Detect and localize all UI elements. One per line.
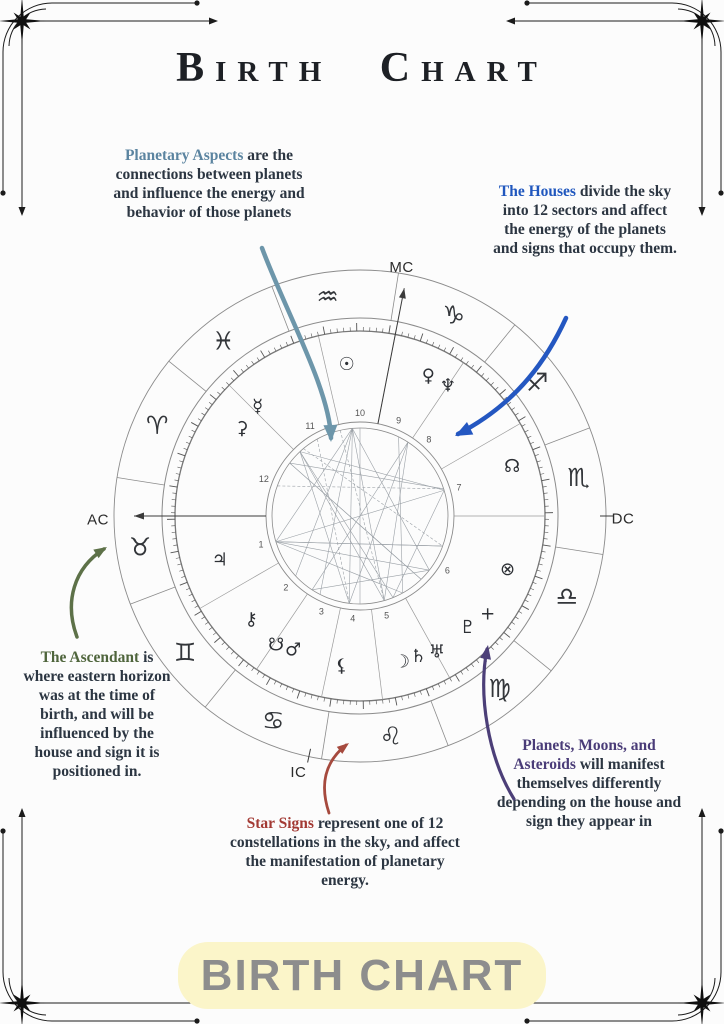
degree-tick [189, 594, 193, 596]
zodiac-divider-line [485, 325, 515, 362]
degree-tick [274, 348, 276, 352]
moon-glyph: ☽ [393, 651, 410, 673]
degree-tick [317, 332, 318, 336]
degree-tick [402, 696, 403, 700]
cancer-sign-glyph: ♋ [262, 705, 285, 735]
planetary-aspects-body: are the connections between planets and influence the energy and behavior of those planets [113, 147, 305, 221]
house-number-7: 7 [456, 482, 462, 493]
degree-tick [198, 419, 201, 421]
degree-tick [205, 408, 208, 410]
degree-tick [236, 656, 239, 659]
degree-tick [408, 333, 409, 337]
degree-tick [195, 606, 198, 608]
degree-tick [231, 378, 234, 381]
degree-tick [508, 402, 511, 404]
zodiac-divider-line [130, 587, 175, 604]
degree-tick [246, 365, 248, 368]
house-number-8: 8 [426, 434, 432, 445]
degree-tick [174, 480, 178, 481]
ic-axis-label: IC [290, 764, 307, 782]
degree-tick [257, 357, 259, 360]
starburst-icon [0, 0, 46, 45]
degree-tick [291, 336, 294, 343]
leo-sign-glyph: ♌ [379, 721, 403, 751]
degree-tick [298, 337, 299, 341]
degree-tick [476, 660, 479, 663]
house-cusp-line [322, 608, 341, 697]
degree-tick [543, 486, 547, 487]
degree-tick [444, 348, 446, 352]
degree-tick [542, 479, 550, 481]
degree-tick [179, 570, 183, 571]
house-number-11: 11 [305, 420, 315, 431]
degree-tick [420, 691, 421, 695]
degree-tick [323, 327, 325, 335]
house-cusp-line [318, 336, 338, 425]
degree-tick [515, 413, 518, 415]
degree-tick [481, 656, 486, 662]
degree-tick [539, 564, 543, 565]
degree-tick [176, 558, 180, 559]
birth-chart-wheel-svg [62, 240, 662, 800]
cross-glyph: + [480, 603, 496, 625]
degree-tick [222, 387, 225, 390]
zodiac-divider-line [391, 273, 399, 320]
degree-tick [491, 382, 494, 385]
libra-sign-glyph: ♎ [555, 582, 579, 612]
degree-tick [189, 436, 193, 438]
degree-tick [512, 408, 515, 410]
degree-tick [408, 695, 409, 699]
degree-tick [389, 699, 390, 703]
corner-dot-top [194, 0, 199, 5]
degree-tick [455, 354, 457, 357]
degree-tick [444, 681, 446, 685]
star-signs-lead: Star Signs [246, 815, 314, 832]
zodiac-divider-line [169, 361, 206, 391]
house-cusp-line [413, 363, 464, 438]
degree-tick [177, 564, 181, 565]
degree-tick [438, 345, 440, 349]
zodiac-divider-line [205, 670, 235, 707]
degree-tick [389, 325, 390, 333]
star-signs-body: represent one of 12 constellations in the sky, and affect the manifestation of planetary energy. [230, 815, 460, 889]
degree-tick [414, 335, 415, 339]
house-number-12: 12 [258, 474, 269, 485]
house-number-2: 2 [283, 582, 289, 593]
fortune-glyph: ⊗ [499, 559, 516, 581]
zodiac-divider-line [545, 428, 590, 445]
aspect-line [300, 452, 393, 598]
degree-tick [426, 340, 427, 344]
degree-tick [414, 693, 415, 697]
degree-tick [201, 413, 204, 415]
degree-tick [205, 622, 208, 624]
planets-body: will manifest themselves differently depending on the house and sign they appear in [496, 756, 682, 830]
ic-axis-tick [308, 749, 311, 763]
degree-tick [395, 698, 397, 706]
aspect-line [300, 452, 444, 491]
degree-tick [519, 417, 526, 421]
degree-tick [324, 698, 325, 702]
degree-tick [495, 642, 498, 645]
aquarius-sign-glyph: ♒ [316, 281, 339, 311]
degree-tick [476, 366, 481, 372]
uranus-glyph: ♅ [428, 641, 445, 663]
mercury-glyph: ☿ [252, 395, 264, 417]
house-number-6: 6 [444, 565, 450, 576]
starburst-icon [678, 979, 724, 1024]
degree-tick [504, 632, 510, 637]
degree-tick [537, 461, 541, 462]
degree-tick [461, 357, 463, 360]
degree-tick [280, 345, 282, 349]
degree-tick [171, 551, 179, 553]
degree-tick [280, 684, 282, 688]
corner-arrowhead-down [19, 207, 26, 216]
degree-tick [402, 332, 403, 336]
degree-tick [515, 617, 518, 619]
taurus-sign-glyph: ♉ [128, 532, 152, 562]
degree-tick [311, 695, 312, 699]
degree-tick [195, 611, 202, 615]
planets-lead: Planets, Moons, and Asteroids [513, 737, 656, 773]
aries-sign-glyph: ♈ [145, 411, 169, 441]
degree-tick [543, 545, 551, 546]
aspect-line [320, 428, 352, 594]
degree-tick [186, 442, 190, 444]
ac-axis-label: AC [87, 511, 109, 529]
degree-tick [528, 594, 532, 596]
degree-tick [535, 576, 543, 579]
house-number-9: 9 [396, 415, 402, 426]
scorpio-sign-glyph: ♏ [567, 462, 590, 492]
degree-tick [179, 461, 183, 462]
degree-tick [178, 453, 186, 456]
degree-tick [292, 689, 293, 693]
aspect-line [290, 463, 444, 489]
degree-tick [486, 378, 489, 381]
degree-tick [535, 454, 539, 455]
bottom-banner-label: BIRTH CHART [200, 950, 524, 1000]
degree-tick [222, 642, 225, 645]
degree-tick [508, 627, 511, 629]
degree-tick [209, 627, 212, 629]
pisces-sign-glyph: ♓ [212, 326, 235, 356]
degree-tick [528, 436, 532, 438]
degree-tick [504, 397, 507, 400]
aspect-line [300, 452, 349, 604]
degree-tick [214, 637, 220, 642]
degree-tick [266, 678, 270, 685]
house-number-5: 5 [384, 610, 390, 621]
degree-tick [495, 387, 498, 390]
degree-tick [257, 671, 259, 674]
houses-lead: The Houses [498, 183, 576, 200]
degree-tick [239, 660, 244, 666]
degree-tick [530, 442, 534, 444]
house-number-10: 10 [354, 408, 366, 418]
degree-tick [500, 389, 506, 394]
degree-tick [522, 606, 529, 610]
virgo-sign-glyph: ♍ [488, 674, 511, 704]
mc-axis-label: MC [389, 258, 414, 276]
house-cusp-line [371, 609, 382, 699]
house-number-1: 1 [258, 539, 264, 550]
zodiac-divider-line [514, 641, 551, 671]
house-number-4: 4 [350, 613, 356, 624]
degree-tick [420, 334, 423, 342]
degree-tick [231, 651, 234, 654]
mc-axis-arrowhead [399, 288, 406, 298]
aspect-line [276, 542, 443, 546]
degree-tick [261, 351, 265, 358]
mars-glyph: ♂ [285, 639, 302, 661]
degree-tick [297, 691, 300, 699]
degree-tick [191, 422, 198, 426]
degree-tick [192, 430, 196, 432]
sun-glyph: ☉ [338, 354, 355, 376]
degree-tick [438, 684, 440, 688]
degree-tick [213, 632, 216, 635]
corner-arrowhead-right [209, 18, 218, 25]
degree-tick [317, 696, 318, 700]
jupiter-glyph: ♃ [211, 549, 228, 571]
degree-tick [450, 347, 454, 354]
degree-tick [542, 551, 546, 552]
degree-tick [540, 473, 544, 474]
degree-tick [246, 664, 248, 667]
aspect-line [340, 430, 384, 600]
north-node-glyph: ☊ [504, 456, 521, 478]
degree-tick [471, 365, 473, 368]
aspect-line [276, 428, 352, 541]
planetary-aspects-note [105, 146, 313, 222]
zodiac-divider-line [431, 701, 448, 746]
degree-tick [169, 486, 177, 487]
degree-tick [519, 611, 522, 613]
chiron-glyph: ⚷ [244, 608, 258, 630]
degree-tick [330, 699, 331, 707]
degree-tick [539, 467, 543, 468]
houses-body: divide the sky into 12 sectors and affect the energy of the planets and signs that occupy them. [493, 183, 677, 257]
degree-tick [268, 351, 270, 354]
degree-tick [540, 558, 544, 559]
degree-tick [192, 600, 196, 602]
aspect-line [290, 463, 421, 579]
degree-tick [252, 361, 254, 364]
degree-tick [486, 651, 489, 654]
lilith-glyph: ⚸ [335, 655, 349, 677]
degree-tick [500, 637, 503, 640]
degree-tick [286, 686, 288, 690]
degree-tick [432, 342, 434, 346]
degree-tick [252, 668, 254, 671]
degree-tick [533, 447, 540, 450]
mc-axis-line [378, 288, 404, 423]
degree-tick [177, 467, 181, 468]
ascendant-lead: The Ascendant [40, 649, 140, 666]
ac-axis-arrowhead [134, 513, 144, 520]
degree-tick [461, 671, 463, 674]
degree-tick [530, 588, 534, 590]
aspect-line [296, 428, 353, 576]
degree-tick [274, 681, 276, 685]
zodiac-divider-line [117, 478, 164, 486]
degree-tick [466, 668, 468, 671]
degree-tick [305, 693, 306, 697]
saturn-glyph: ♄ [410, 645, 427, 667]
capricorn-sign-glyph: ♑ [442, 300, 466, 330]
starburst-icon [678, 0, 724, 45]
zodiac-divider-line [322, 712, 330, 759]
degree-tick [181, 576, 185, 577]
degree-tick [286, 342, 288, 346]
degree-tick [201, 617, 204, 619]
degree-tick [450, 678, 452, 681]
starburst-icon [0, 979, 46, 1024]
degree-tick [512, 622, 515, 624]
degree-tick [226, 647, 229, 650]
degree-tick [426, 689, 429, 696]
dc-axis-label: DC [611, 510, 635, 528]
degree-tick [263, 675, 265, 678]
gemini-sign-glyph: ♊ [173, 638, 197, 668]
degree-tick [525, 600, 529, 602]
zodiac-divider-line [556, 547, 603, 555]
house-number-3: 3 [318, 606, 324, 617]
degree-tick [481, 373, 484, 376]
degree-tick [176, 473, 180, 474]
birth-chart-wheel [62, 240, 662, 800]
aspect-line [300, 452, 384, 601]
degree-tick [184, 448, 188, 449]
ceres-glyph: ⚳ [235, 418, 249, 440]
degree-tick [491, 647, 494, 650]
degree-tick [311, 333, 312, 337]
degree-tick [533, 582, 537, 583]
venus-glyph: ♀ [421, 365, 435, 387]
sagittarius-sign-glyph: ♐ [526, 367, 549, 397]
degree-tick [522, 424, 525, 426]
neptune-glyph: ♆ [439, 375, 456, 397]
degree-tick [537, 570, 541, 571]
degree-tick [241, 369, 244, 372]
zodiac-divider-line [272, 286, 289, 331]
degree-tick [173, 545, 177, 546]
degree-tick [226, 382, 229, 385]
degree-tick [471, 664, 473, 667]
ascendant-body: is where eastern horizon was at the time of birth, and will be influenced by the house and sign it is positioned in. [23, 649, 171, 780]
planetary-aspects-lead: Planetary Aspects [124, 147, 244, 164]
degree-tick [330, 329, 331, 333]
aspect-line [277, 486, 443, 489]
degree-tick [455, 675, 459, 682]
degree-tick [209, 402, 212, 404]
degree-tick [217, 392, 220, 395]
degree-tick [466, 361, 468, 364]
star-signs-note [222, 814, 468, 890]
pluto-glyph: ♇ [459, 616, 476, 638]
bottom-banner [178, 942, 546, 1009]
degree-tick [233, 370, 238, 376]
degree-tick [432, 686, 434, 690]
degree-tick [525, 430, 529, 432]
degree-tick [186, 588, 190, 590]
degree-tick [180, 582, 187, 585]
corner-dot-left [0, 190, 5, 195]
degree-tick [305, 335, 306, 339]
page-title: Birth Chart [176, 45, 548, 91]
south-node-glyph: ☋ [268, 634, 285, 656]
degree-tick [210, 395, 216, 400]
aspect-line [349, 442, 408, 603]
